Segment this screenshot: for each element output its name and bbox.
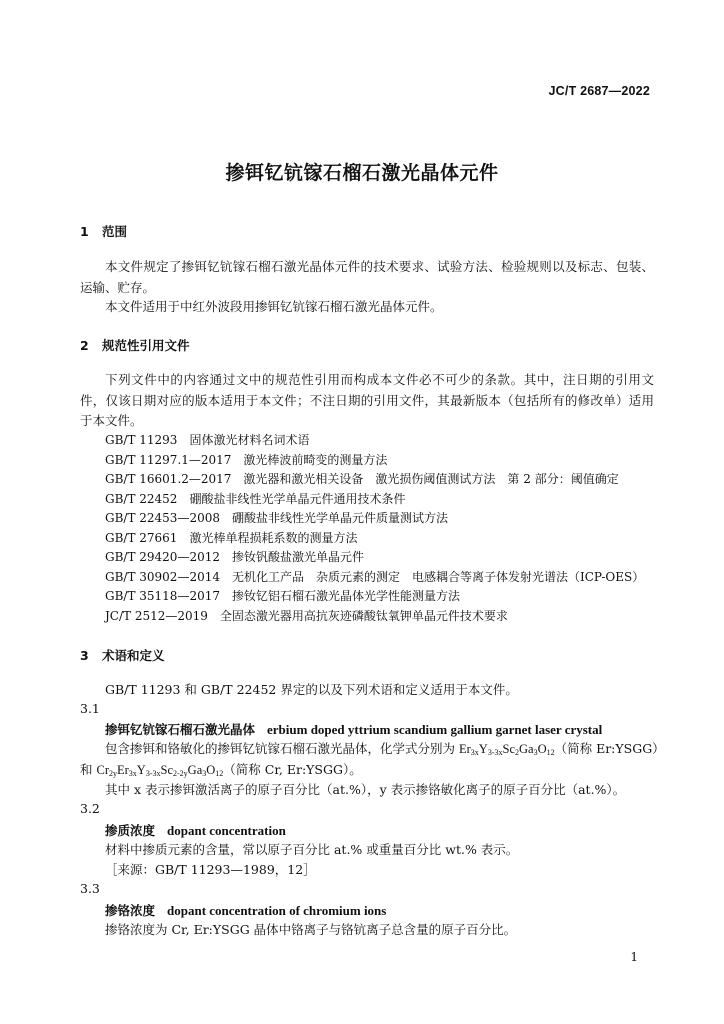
element-symbol: Er [116,763,129,777]
reference-item: GB/T 11297.1—2017 激光棒波前畸变的测量方法 [105,453,388,467]
chemical-formula-2 [96,763,223,777]
element-symbol: Ga [519,742,534,756]
section-2-heading [80,336,190,354]
section-2-title: 规范性引用文件 [102,338,190,353]
section-3-heading [80,646,165,664]
element-symbol: O [206,763,216,777]
term-number: 3.1 [80,701,100,716]
term-title [105,720,602,738]
definition-text: 和 [80,762,97,777]
subscript: 3x [470,748,479,757]
reference-item: GB/T 11293 固体激光材料名词术语 [105,433,310,447]
subscript: 3x [128,769,137,778]
element-symbol: Y [478,742,488,756]
section-3-intro: GB/T 11293 和 GB/T 22452 界定的以及下列术语和定义适用于本文件。 [105,682,518,697]
chemical-formula-1 [459,742,555,756]
reference-item: GB/T 22452 硼酸盐非线性光学单晶元件通用技术条件 [105,492,406,506]
element-symbol: Ga [187,763,203,777]
reference-item: GB/T 29420—2012 掺钕钒酸盐激光单晶元件 [105,550,364,564]
section-1-paragraph-2: 本文件适用于中红外波段用掺铒钇钪镓石榴石激光晶体元件。 [105,299,443,314]
reference-item: GB/T 27661 激光棒单程损耗系数的测量方法 [105,531,358,545]
term-definition: 材料中掺质元素的含量，常以原子百分比 at.% 或重量百分比 wt.% 表示。 [105,842,519,857]
section-3-title: 术语和定义 [102,648,165,663]
term-definition-line-1 [105,740,665,762]
element-symbol: Sc [160,763,173,777]
standard-number: JC/T 2687—2022 [548,84,650,98]
section-1-title: 范围 [102,224,128,239]
subscript: 12 [215,769,224,778]
section-1-paragraph-1: 本文件规定了掺铒钇钪镓石榴石激光晶体元件的技术要求、试验方法、检验规则以及标志、包装、运输、贮存。 [80,259,654,295]
subscript: 3-3x [487,748,503,757]
term-chinese: 掺铒钇钪镓石榴石激光晶体 [105,722,256,737]
definition-text: 包含掺铒和铬敏化的掺铒钇钪镓石榴石激光晶体，化学式分别为 [105,741,459,756]
definition-text: （简称 Cr, Er:YSGG）。 [223,762,362,777]
section-1-heading [80,222,127,240]
reference-item: GB/T 35118—2017 掺钕钇铝石榴石激光晶体光学性能测量方法 [105,589,460,603]
subscript: 3 [533,748,538,757]
term-english: dopant concentration [167,823,286,838]
definition-text: （简称 Er:YSGG） [554,741,665,756]
section-2-intro: 下列文件中的内容通过文中的规范性引用而构成本文件必不可少的条款。其中，注日期的引用文件，仅该日期对应的版本适用于本文件；不注日期的引用文件，其最新版本（包括所有的修改单）适用于本文件。 [80,372,654,428]
element-symbol: Er [458,742,471,756]
term-english: dopant concentration of chromium ions [167,903,387,918]
subscript: 3 [202,769,207,778]
page-number: 1 [630,950,638,964]
term-note: 其中 x 表示掺铒激活离子的原子百分比（at.%），y 表示掺铬敏化离子的原子百分比（at.%）。 [105,782,626,797]
term-title [105,901,386,919]
term-number: 3.2 [80,801,100,816]
subscript: 2y [108,769,117,778]
section-2-number: 2 [80,338,89,353]
section-1-number: 1 [80,224,89,239]
term-number: 3.3 [80,881,100,896]
reference-item: GB/T 16601.2—2017 激光器和激光相关设备 激光损伤阈值测试方法 第 2 部分：阈值确定 [105,472,619,486]
reference-item: GB/T 22453—2008 硼酸盐非线性光学单晶元件质量测试方法 [105,511,448,525]
subscript: 3-3x [145,769,161,778]
section-3-number: 3 [80,648,89,663]
subscript: 12 [546,748,555,757]
subscript: 2 [515,748,519,757]
term-chinese: 掺质浓度 [105,823,156,838]
subscript: 2-2y [173,769,188,778]
term-title [105,821,286,839]
reference-item: GB/T 30902—2014 无机化工产品 杂质元素的测定 电感耦合等离子体发射光谱法（ICP-OES） [105,570,645,584]
document-title: 掺铒钇钪镓石榴石激光晶体元件 [225,162,499,184]
term-source: ［来源：GB/T 11293—1989，12］ [105,862,316,877]
element-symbol: Sc [502,742,515,756]
element-symbol: Cr [96,763,109,777]
term-definition: 掺铬浓度为 Cr, Er:YSGG 晶体中铬离子与铬钪离子总含量的原子百分比。 [105,922,517,937]
element-symbol: Y [136,763,146,777]
term-chinese: 掺铬浓度 [105,903,156,918]
term-english: erbium doped yttrium scandium gallium garnet laser crystal [267,722,603,737]
term-definition-line-2 [80,761,362,783]
reference-item: JC/T 2512—2019 全固态激光器用高抗灰迹磷酸钛氧钾单晶元件技术要求 [105,609,508,623]
element-symbol: O [537,742,547,756]
